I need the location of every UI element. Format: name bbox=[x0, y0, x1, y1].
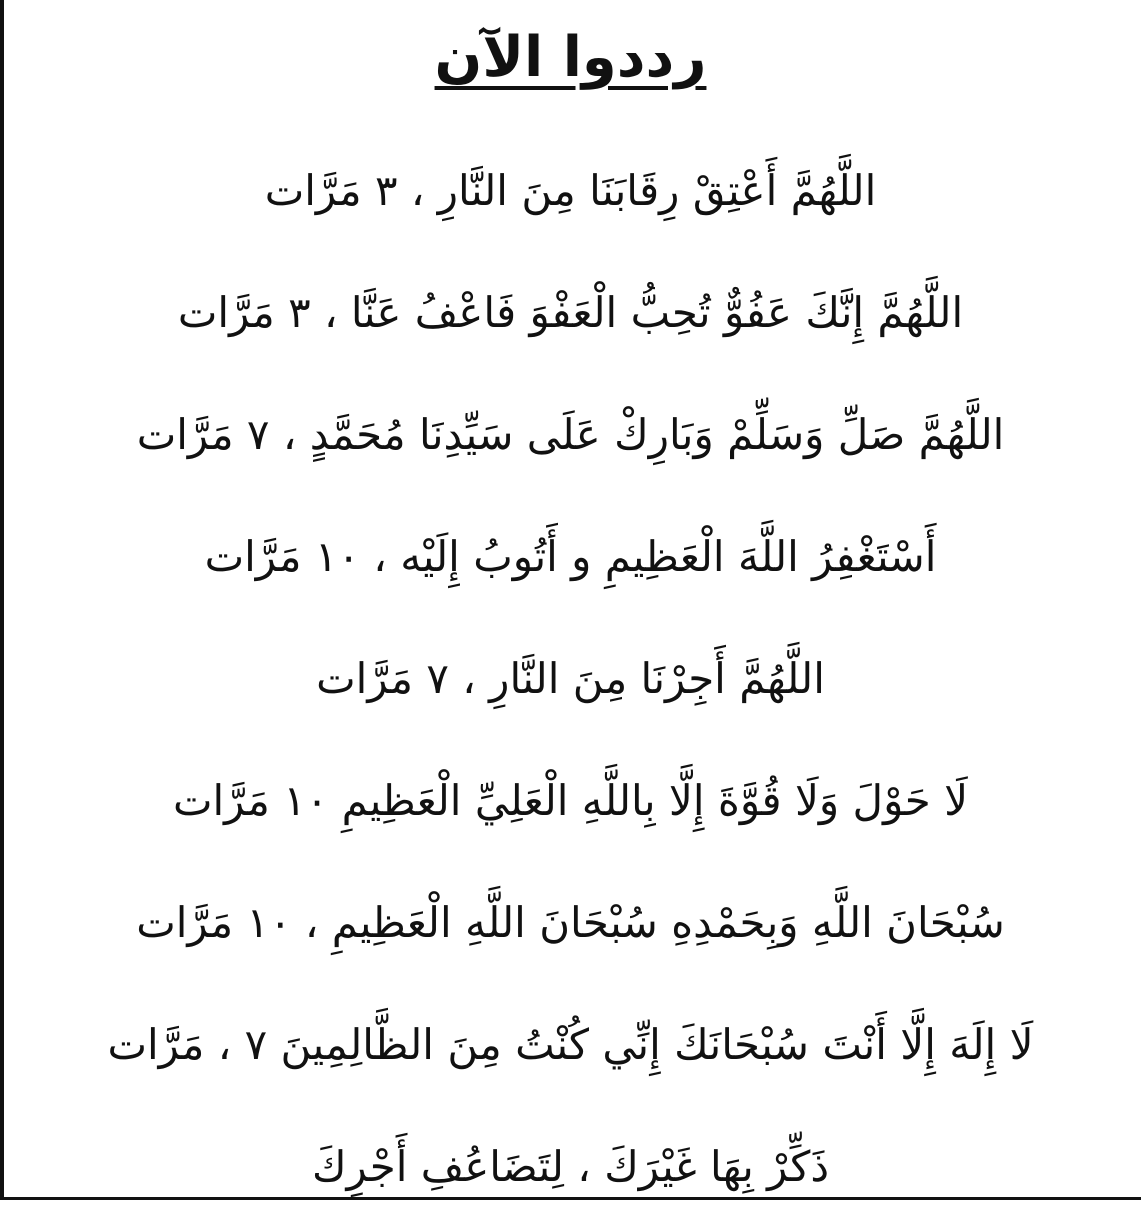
supplication-line: لَا إِلَهَ إِلَّا أَنْتَ سُبْحَانَكَ إِنِّي كُنْتُ مِنَ الظَّالِمِينَ ٧ ، مَرَّات bbox=[107, 1020, 1034, 1069]
title-text: رددوا الآن bbox=[434, 25, 707, 90]
closing-reminder-line: ذَكِّرْ بِهَا غَيْرَكَ ، لِتَضَاعُفِ أَجْرِكَ bbox=[311, 1142, 830, 1191]
supplication-line: اللَّهُمَّ إِنَّكَ عَفُوٌّ تُحِبُّ الْعَفْوَ فَاعْفُ عَنَّا ، ٣ مَرَّات bbox=[177, 288, 964, 337]
supplication-line: اللَّهُمَّ أَجِرْنَا مِنَ النَّارِ ، ٧ مَرَّات bbox=[316, 654, 825, 703]
supplication-line: لَا حَوْلَ وَلَا قُوَّةَ إِلَّا بِاللَّهِ الْعَلِيِّ الْعَظِيمِ ١٠ مَرَّات bbox=[172, 776, 969, 825]
supplication-line: اللَّهُمَّ أَعْتِقْ رِقَابَنَا مِنَ النَّارِ ، ٣ مَرَّات bbox=[264, 166, 877, 215]
supplication-list bbox=[20, 130, 1121, 1228]
left-border bbox=[0, 0, 4, 1200]
supplication-line: سُبْحَانَ اللَّهِ وَبِحَمْدِهِ سُبْحَانَ اللَّهِ الْعَظِيمِ ، ١٠ مَرَّات bbox=[136, 898, 1005, 947]
document-title bbox=[0, 18, 1141, 98]
supplication-line: اللَّهُمَّ صَلِّ وَسَلِّمْ وَبَارِكْ عَلَى سَيِّدِنَا مُحَمَّدٍ ، ٧ مَرَّات bbox=[136, 410, 1005, 459]
supplication-line: أَسْتَغْفِرُ اللَّهَ الْعَظِيمِ و أَتُوبُ إِلَيْه ، ١٠ مَرَّات bbox=[204, 532, 937, 581]
